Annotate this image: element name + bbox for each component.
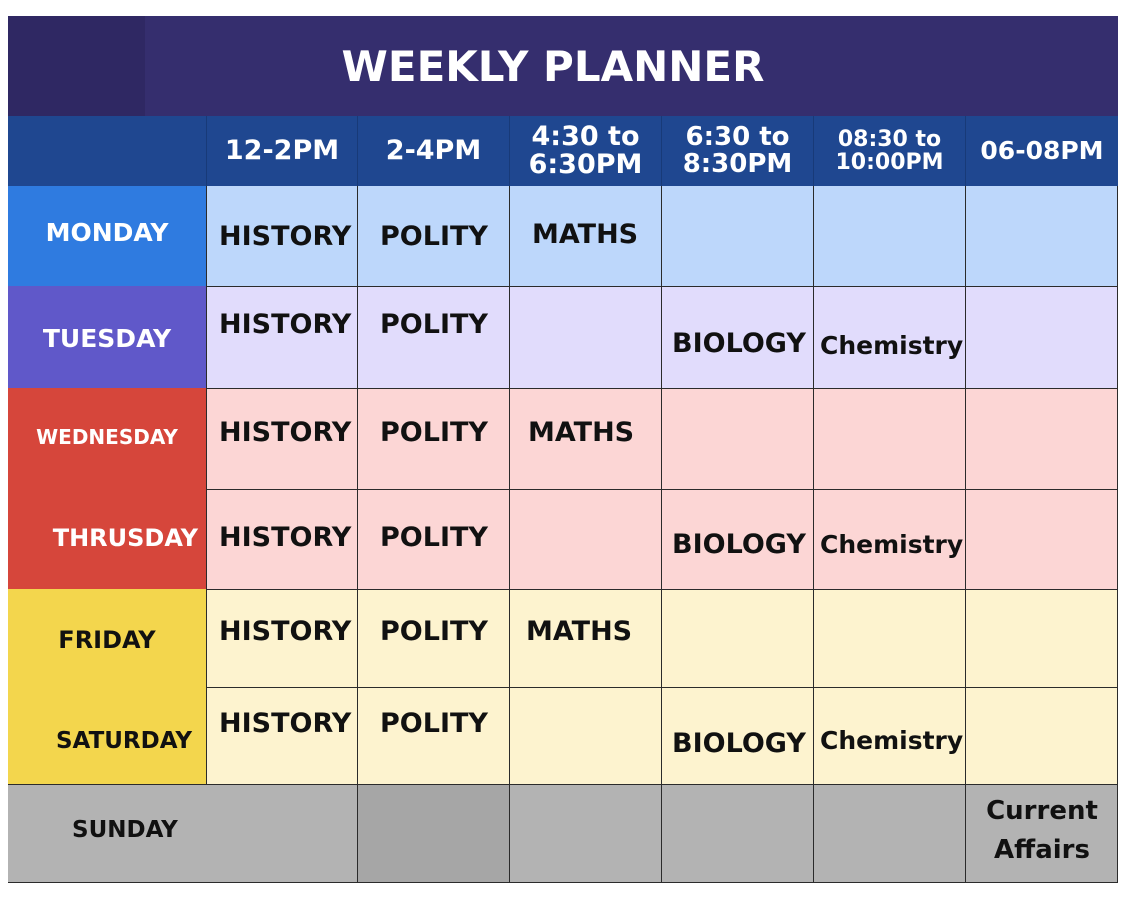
sunday-row xyxy=(8,784,1118,882)
wednesday-slot-1: HISTORY xyxy=(206,388,357,489)
table-bottom-border xyxy=(8,882,1118,883)
day-label-monday: MONDAY xyxy=(8,186,206,286)
thursday-slot-4: BIOLOGY xyxy=(661,489,813,589)
day-label-friday: FRIDAY xyxy=(8,589,206,687)
wednesday-slot-5 xyxy=(813,388,965,489)
tuesday-slot-1: HISTORY xyxy=(206,286,357,388)
time-slot-0830-1000pm: 08:30 to 10:00PM xyxy=(813,116,965,186)
sunday-slot-2 xyxy=(357,784,509,882)
friday-slot-3: MATHS xyxy=(509,589,661,687)
monday-slot-6 xyxy=(965,186,1118,286)
thursday-slot-2: POLITY xyxy=(357,489,509,589)
thursday-slot-3 xyxy=(509,489,661,589)
time-slot-2-4pm: 2-4PM xyxy=(357,116,509,186)
tuesday-slot-2: POLITY xyxy=(357,286,509,388)
thursday-row xyxy=(8,489,1118,589)
title-bar xyxy=(8,16,1118,116)
saturday-slot-2: POLITY xyxy=(357,687,509,784)
monday-slot-1: HISTORY xyxy=(206,186,357,286)
monday-row xyxy=(8,186,1118,286)
monday-slot-5 xyxy=(813,186,965,286)
wednesday-slot-4 xyxy=(661,388,813,489)
monday-slot-4 xyxy=(661,186,813,286)
day-label-saturday: SATURDAY xyxy=(8,687,206,784)
thursday-slot-1: HISTORY xyxy=(206,489,357,589)
tuesday-slot-4: BIOLOGY xyxy=(661,286,813,388)
sunday-current-affairs: Current Affairs xyxy=(965,784,1118,882)
tuesday-row xyxy=(8,286,1118,388)
wednesday-row xyxy=(8,388,1118,489)
time-slot-12-2pm: 12-2PM xyxy=(206,116,357,186)
tuesday-slot-6 xyxy=(965,286,1118,388)
time-header-row xyxy=(8,116,1118,186)
day-label-tuesday: TUESDAY xyxy=(8,286,206,388)
monday-slot-2: POLITY xyxy=(357,186,509,286)
saturday-slot-1: HISTORY xyxy=(206,687,357,784)
saturday-slot-5: Chemistry xyxy=(813,687,965,784)
day-label-sunday: SUNDAY xyxy=(8,784,357,882)
wednesday-slot-2: POLITY xyxy=(357,388,509,489)
time-slot-430-630pm: 4:30 to 6:30PM xyxy=(509,116,661,186)
friday-slot-5 xyxy=(813,589,965,687)
friday-slot-4 xyxy=(661,589,813,687)
sunday-slot-4 xyxy=(661,784,813,882)
saturday-slot-6 xyxy=(965,687,1118,784)
time-slot-630-830pm: 6:30 to 8:30PM xyxy=(661,116,813,186)
day-label-wednesday: WEDNESDAY xyxy=(8,388,206,489)
tuesday-slot-5: Chemistry xyxy=(813,286,965,388)
table-right-border xyxy=(1117,186,1118,883)
page-title: WEEKLY PLANNER xyxy=(341,41,765,91)
saturday-row xyxy=(8,687,1118,784)
thursday-slot-5: Chemistry xyxy=(813,489,965,589)
thursday-slot-6 xyxy=(965,489,1118,589)
friday-row xyxy=(8,589,1118,687)
wednesday-slot-3: MATHS xyxy=(509,388,661,489)
sunday-slot-3 xyxy=(509,784,661,882)
friday-slot-1: HISTORY xyxy=(206,589,357,687)
wednesday-slot-6 xyxy=(965,388,1118,489)
saturday-slot-4: BIOLOGY xyxy=(661,687,813,784)
time-slot-06-08pm: 06-08PM xyxy=(965,116,1118,186)
sunday-slot-5 xyxy=(813,784,965,882)
friday-slot-2: POLITY xyxy=(357,589,509,687)
monday-slot-3: MATHS xyxy=(509,186,661,286)
friday-slot-6 xyxy=(965,589,1118,687)
day-label-thursday: THRUSDAY xyxy=(8,489,206,589)
saturday-slot-3 xyxy=(509,687,661,784)
tuesday-slot-3 xyxy=(509,286,661,388)
